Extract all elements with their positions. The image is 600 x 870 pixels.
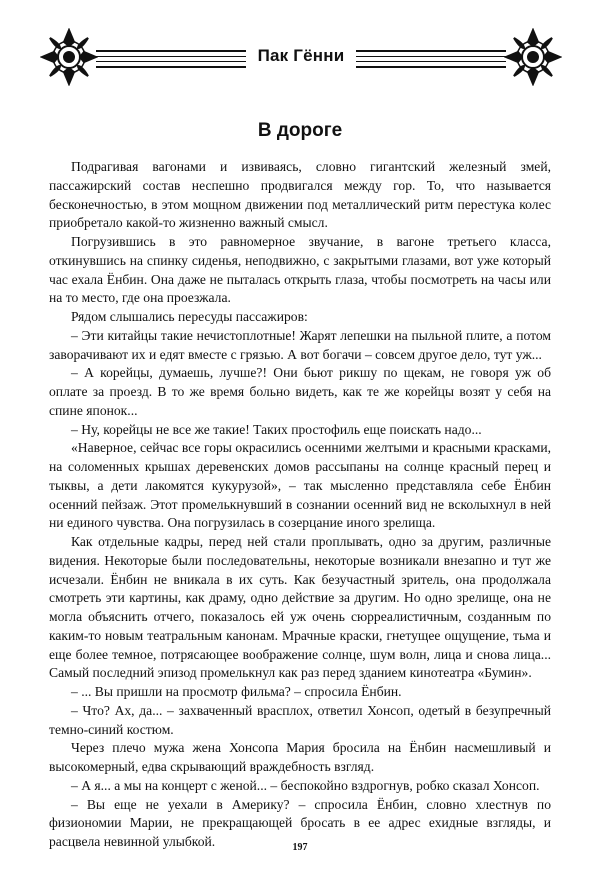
body-text: [49, 158, 551, 852]
paragraph: – А корейцы, думаешь, лучше?! Они бьют рикшу по щекам, не говоря уж об оплате за проезд. В то же время больно видеть, как те же корейцы возят у себя на спине японок...: [49, 365, 551, 418]
paragraph: «Наверное, сейчас все горы окрасились осенними желтыми и красными красками, на соломенных крышах деревенских домов рассыпаны на солнце красный перец и тыквы, а дети лакомятся кукурузой», – так мысленно представляла себе Ёнбин осенний пейзаж. Этот промелькнувший в сознании осенний вид не всколыхнул в ней ни единого чувства. Она погрузилась в созерцание иного зрелища.: [49, 440, 551, 531]
paragraph: – ... Вы пришли на просмотр фильма? – спросила Ёнбин.: [71, 684, 402, 699]
paragraph: – Что? Ах, да... – захваченный врасплох, ответил Хонсоп, одетый в безупречный темно-синий костюм.: [49, 702, 551, 737]
ornamental-rosette-icon: [504, 28, 562, 86]
paragraph: Подрагивая вагонами и извиваясь, словно гигантский железный змей, пассажирский состав неспешно продвигался между гор. То, что называется бесконечностью, в этом мощном движении под металлический ритм перестука колес приобретало какой-то жизненно важный смысл.: [49, 159, 551, 231]
paragraph: Рядом слышались пересуды пассажиров:: [71, 309, 308, 324]
paragraph: Как отдельные кадры, перед ней стали проплывать, одно за другим, различные видения. Некоторые были последовательны, некоторые возникали внезапно и тут же исчезали. Ёнбин не вникала в их суть. Как безучастный зритель, она продолжала смотреть эти картины, как драму, одно действие за другим. Но одно зрелище, она не могла объяснить отчего, показалось ей уж очень сюрреалистичным, созданным по каким-то новым театральным канонам. Мрачные краски, гнетущее ощущение, тьма и еще более темное, потрясающее воображение солнце, шум волн, лица и снова лица... Самый последний эпизод промелькнул как раз перед зданием кинотеатра «Бумин».: [49, 534, 551, 681]
paragraph: – Эти китайцы такие нечистоплотные! Жарят лепешки на пыльной плите, а потом заворачивают их и едят вместе с грязью. А вот богачи – совсем другое дело, тут уж...: [49, 327, 551, 362]
page-header: [40, 28, 562, 86]
paragraph: – Ну, корейцы не все же такие! Таких простофиль еще поискать надо...: [71, 421, 482, 437]
page-number: 197: [292, 842, 308, 853]
chapter-title: В дороге: [257, 120, 343, 141]
running-head: Пак Гённи: [257, 46, 345, 65]
paragraph: – А я... а мы на концерт с женой... – беспокойно вздрогнув, робко сказал Хонсоп.: [71, 777, 540, 793]
paragraph: – Вы еще не уехали в Америку? – спросила Ёнбин, словно хлестнув по физиономии Марии, не прекращающей бросать в ее адрес ехидные взгляды, и расцвела невинной улыбкой.: [49, 796, 551, 849]
paragraph: Погрузившись в это равномерное звучание, в вагоне третьего класса, откинувшись на спинку сиденья, неподвижно, с закрытыми глазами, вот уже который час ехала Ёнбин. Она даже не пыталась открыть глаза, чтобы посмотреть на часы или на то место, где она проезжала.: [49, 234, 551, 306]
paragraph: Через плечо мужа жена Хонсопа Мария бросила на Ёнбин насмешливый и высокомерный, едва скрывающий враждебность взгляд.: [49, 740, 551, 774]
